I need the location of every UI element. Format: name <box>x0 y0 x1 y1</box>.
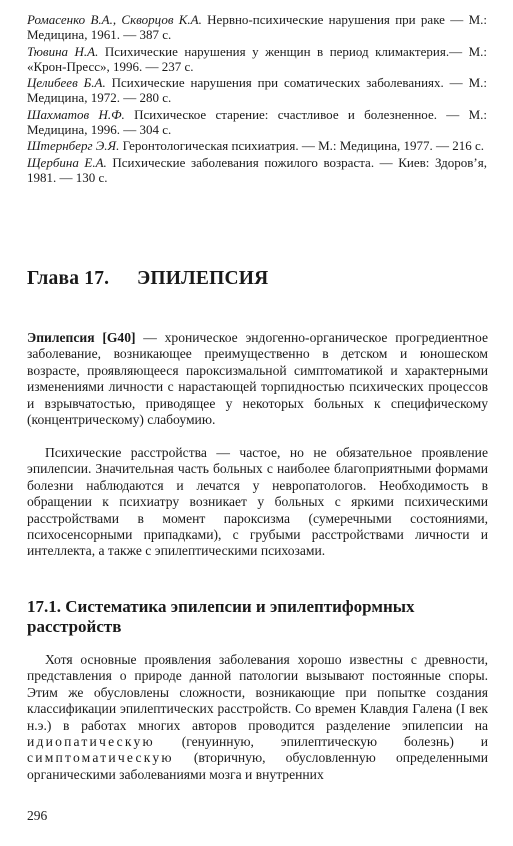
reference-author: Тювина Н.А. <box>27 43 99 59</box>
reference-text: Психические заболевания пожилого возраста. — Киев: Здоровʼя, 1981. — 130 с. <box>27 154 487 185</box>
reference-text: Психическое старение: счастливое и болезненное. — М.: Медицина, 1996. — 304 с. <box>27 106 487 138</box>
reference-entry <box>27 107 487 138</box>
intro-term: Эпилепсия [G40] <box>27 330 136 345</box>
paragraph-text: (генуинную, эпилептическую болезнь) и <box>154 734 488 750</box>
reference-author: Щербина Е.А. <box>27 154 107 170</box>
reference-author: Штернберг Э.Я. <box>27 138 120 154</box>
reference-entry <box>27 44 487 75</box>
emphasized-term: симптоматическую <box>27 750 174 766</box>
reference-list <box>27 12 487 186</box>
reference-entry <box>27 12 487 43</box>
paragraph-text: (вторичную, обусловленную определенными органическими заболеваниями мозга и внутренних <box>27 750 488 782</box>
body-paragraph <box>27 445 488 560</box>
reference-entry <box>27 75 487 106</box>
reference-text: Нервно-психические нарушения при раке — М.: Медицина, 1961. — 387 с. <box>27 12 487 43</box>
paragraph-text: Хотя основные проявления заболевания хорошо известны с древности, представления о природе данной патологии вызывают постоянные споры. Этим же обусловлены сложности, возникающие при попытке создания классификации эпилептических расстройств. Со времен Клавдия Галена (I век н.э.) в работах многих авторов проводится разделение эпилепсии на <box>27 652 488 733</box>
chapter-number: Глава 17. <box>27 268 110 289</box>
body-paragraph <box>27 652 488 783</box>
chapter-title: ЭПИЛЕПСИЯ <box>137 268 269 289</box>
reference-author: Целибеев Б.А. <box>27 75 106 91</box>
section-heading: 17.1. Систематика эпилепсии и эпилептиформных расстройств <box>27 597 415 636</box>
reference-text: Психические нарушения у женщин в период климактерия.— М.: «Крон-Пресс», 1996. — 237 с. <box>27 43 487 74</box>
intro-text: — хроническое эндогенно-органическое прогредиентное заболевание, возникающее преимущественно в детском и юношеском возрасте, проявляющееся пароксизмальной симптоматикой и характерными изменениями личности с нарастающей торпидностью психических процессов и взрывчатостью, приводящее у некоторых больных к специфическому (концентрическому) слабоумию. <box>27 330 489 428</box>
emphasized-term: идиопатическую <box>27 734 155 750</box>
reference-author: Ромасенко В.А., Скворцов К.А. <box>27 12 202 27</box>
reference-author: Шахматов Н.Ф. <box>27 106 125 122</box>
page-number: 296 <box>27 808 48 823</box>
reference-text: Геронтологическая психиатрия. — М.: Медицина, 1977. — 216 с. <box>119 138 484 154</box>
reference-text: Психические нарушения при соматических заболеваниях. — М.: Медицина, 1972. — 280 с. <box>27 75 487 106</box>
chapter-heading <box>27 268 268 290</box>
reference-entry <box>27 138 487 153</box>
paragraph-text: Психические расстройства — частое, но не обязательное проявление эпилепсии. Значительная часть больных с наиболее благоприятными формами болезни наблюдаются и лечатся у невропатологов. Необходимость в обращении к психиатру возникает у больных с яркими психическими расстройствами в момент пароксизма (сумеречными состояниями, психосенсорными припадками), с грубыми расстройствами личности и интеллекта, а также с эпилептическими психозами. <box>27 445 488 559</box>
intro-paragraph <box>27 330 488 428</box>
reference-entry <box>27 155 487 186</box>
